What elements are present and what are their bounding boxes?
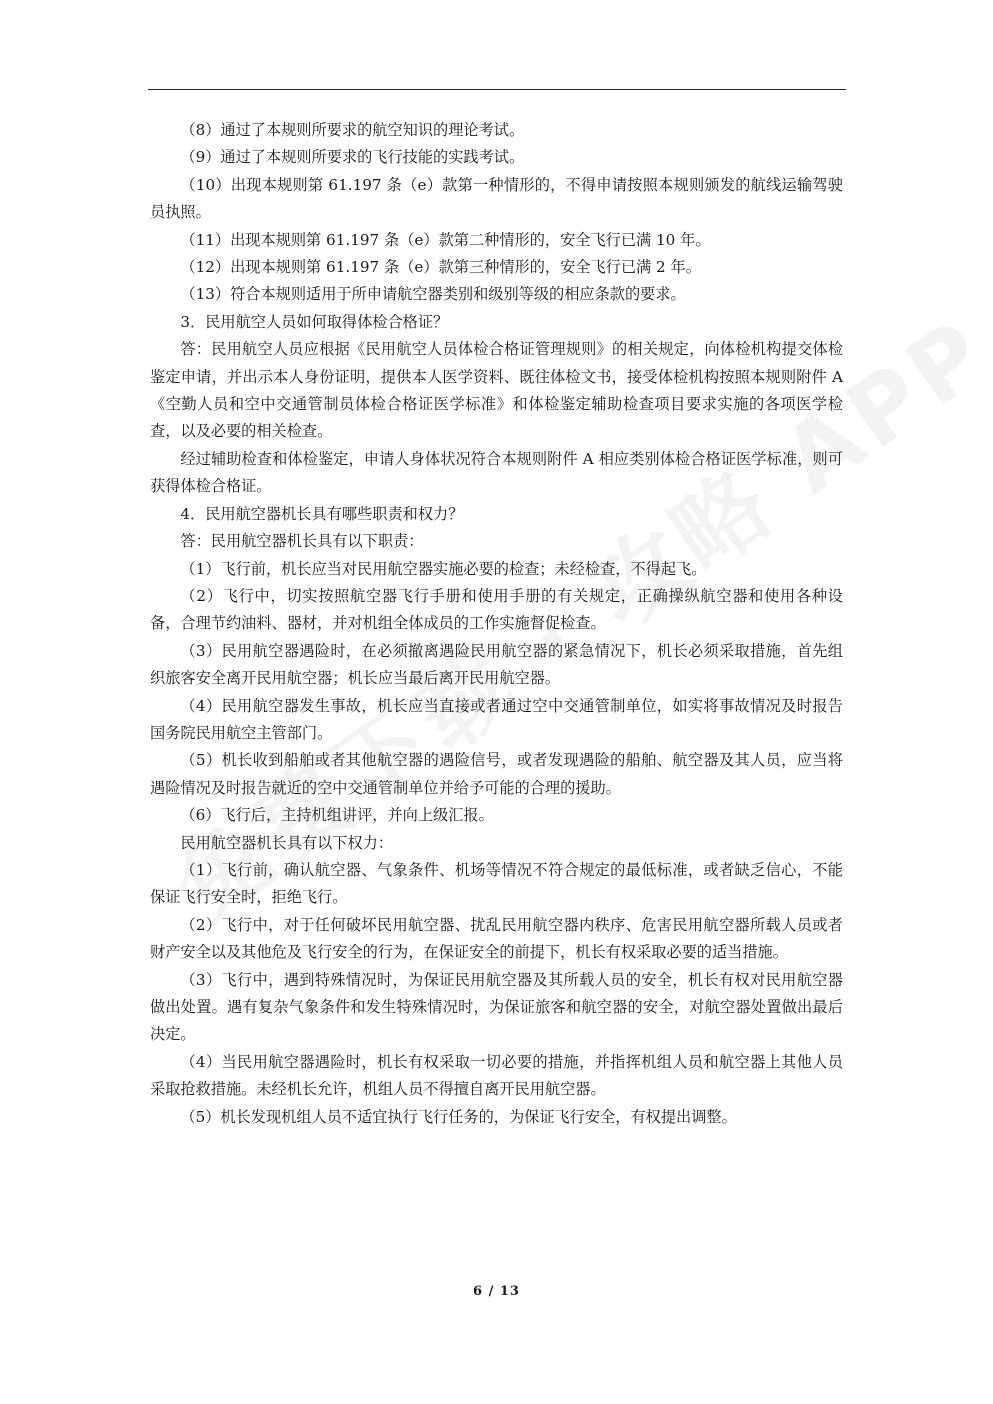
question-heading: 3．民用航空人员如何取得体检合格证？ <box>180 312 449 331</box>
paragraph: （9）通过了本规则所要求的飞行技能的实践考试。 <box>180 148 525 167</box>
paragraph: （4）民用航空器发生事故，机长应当直接或者通过空中交通管制单位，如实将事故情况及时报告国务院民用航空主管部门。 <box>150 696 843 742</box>
paragraph: 民用航空器机长具有以下权力： <box>180 833 394 852</box>
paragraph: （2）飞行中，切实按照航空器飞行手册和使用手册的有关规定，正确操纵航空器和使用各种设备，合理节约油料、器材，并对机组全体成员的工作实施督促检查。 <box>150 586 843 633</box>
paragraph: （6）飞行后，主持机组讲评，并向上级汇报。 <box>180 806 494 825</box>
paragraph: （4）当民用航空器遇险时，机长有权采取一切必要的措施，并指挥机组人员和航空器上其他人员采取抢救措施。未经机长允许，机组人员不得擅自离开民用航空器。 <box>150 1052 843 1099</box>
paragraph: （3）飞行中，遇到特殊情况时，为保证民用航空器及其所载人员的安全，机长有权对民用航空器做出处置。遇有复杂气象条件和发生特殊情况时，为保证旅客和航空器的安全，对航空器处置做出最后决定。 <box>150 970 843 1044</box>
paragraph: （13）符合本规则适用于所申请航空器类别和级别等级的相应条款的要求。 <box>180 285 686 304</box>
answer-paragraph: 答：民用航空人员应根据《民用航空人员体检合格证管理规则》的相关规定，向体检机构提交体检鉴定申请，并出示本人身份证明，提供本人医学资料、既往体检文书，接受体检机构按照本规则附件 A《空勤人员和空中交通管制员体检合格证医学标准》和体检鉴定辅助检查项目要求实施的各项医学检查，以及必要的相关检查。 <box>150 340 843 441</box>
paragraph: （5）机长收到船舶或者其他航空器的遇险信号，或者发现遇险的船舶、航空器及其人员，应当将遇险情况及时报告就近的空中交通管制单位并给予可能的合理的援助。 <box>150 751 843 797</box>
paragraph: （1）飞行前，确认航空器、气象条件、机场等情况不符合规定的最低标准，或者缺乏信心，不能保证飞行安全时，拒绝飞行。 <box>150 860 843 907</box>
paragraph: （1）飞行前，机长应当对民用航空器实施必要的检查；未经检查，不得起飞。 <box>180 559 707 578</box>
paragraph: 经过辅助检查和体检鉴定，申请人身体状况符合本规则附件 A 相应类别体检合格证医学标准，则可获得体检合格证。 <box>150 449 843 496</box>
paragraph: （3）民用航空器遇险时，在必须撤离遇险民用航空器的紧急情况下，机长必须采取措施，首先组织旅客安全离开民用航空器；机长应当最后离开民用航空器。 <box>150 641 843 688</box>
question-heading: 4．民用航空器机长具有哪些职责和权力？ <box>180 504 464 523</box>
paragraph: （8）通过了本规则所要求的航空知识的理论考试。 <box>180 121 525 139</box>
paragraph: （2）飞行中，对于任何破坏民用航空器、扰乱民用航空器内秩序、危害民用航空器所载人员或者财产安全以及其他危及飞行安全的行为，在保证安全的前提下，机长有权采取必要的适当措施。 <box>150 915 843 962</box>
header-rule <box>148 89 846 90</box>
paragraph: （11）出现本规则第 61.197 条（e）款第二种情形的，安全飞行已满 10 年。 <box>180 230 711 249</box>
paragraph: （12）出现本规则第 61.197 条（e）款第三种情形的，安全飞行已满 2 年。 <box>180 258 701 277</box>
paragraph: （5）机长发现机组人员不适宜执行飞行任务的，为保证飞行安全，有权提出调整。 <box>180 1107 737 1126</box>
document-body <box>150 117 843 1131</box>
answer-paragraph: 答：民用航空器机长具有以下职责： <box>180 532 424 551</box>
paragraph: （10）出现本规则第 61.197 条（e）款第一种情形的，不得申请按照本规则颁发的航线运输驾驶员执照。 <box>150 175 843 222</box>
page-number: 6 / 13 <box>473 1284 520 1299</box>
